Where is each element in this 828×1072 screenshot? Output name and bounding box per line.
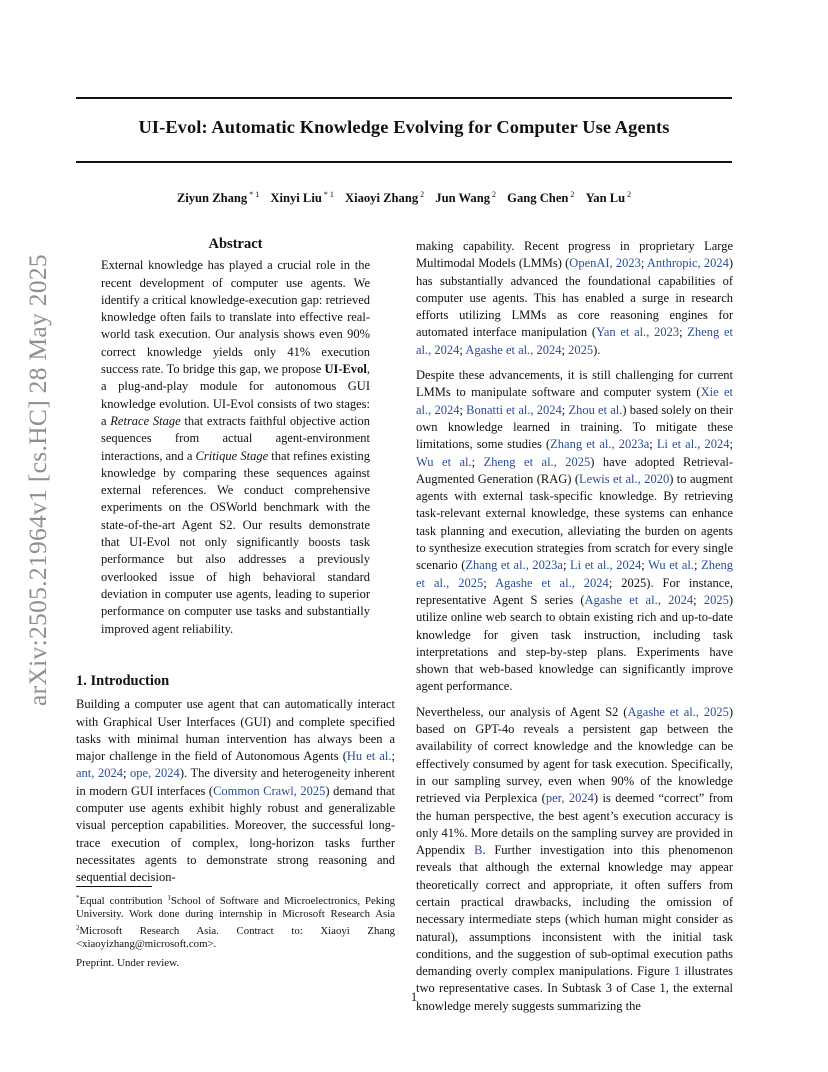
citation-link[interactable]: Common Crawl, 2025 (213, 783, 326, 798)
author: Yan Lu $^2$ (585, 190, 632, 205)
citation-link[interactable]: OpenAI, 2023 (569, 256, 641, 271)
introduction-section (76, 673, 395, 887)
section-heading: 1. Introduction (76, 673, 170, 689)
citation-link[interactable]: 2025 (568, 342, 594, 357)
author: Ziyun Zhang $^{* 1}$ (176, 190, 260, 205)
citation-link[interactable]: Zhang et al., 2023a (465, 558, 563, 573)
citation-link[interactable]: per, 2024 (545, 791, 594, 806)
preprint-notice: Preprint. Under review. (76, 957, 180, 969)
citation-link[interactable]: Yan et al., 2023 (596, 325, 680, 340)
citation-link[interactable]: Li et al., 2024 (656, 437, 730, 452)
abstract-body: External knowledge has played a crucial role in the recent development of computer use agents. We identify a critical knowledge-execution gap: retrieved knowledge often fails to translate into effective real-world task execution. Our analysis shows even 90% correct knowledge yields only 41% execution success rate. To bridge this gap, we propose UI-Evol, a plug-and-play module for autonomous GUI knowledge evolution. UI-Evol consists of two stages: a Retrace Stage that extracts faithful objective action sequences from actual agent-environment interactions, and a Critique Stage that refines existing knowledge by comparing these sequences against external references. We conduct comprehensive experiments on the OSWorld benchmark with the state-of-the-art Agent S2. Our results demonstrate that UI-Evol not only significantly boosts task performance but also addresses a previously overlooked issue of high behavioral standard deviation in computer use agents, leading to superior performance on computer use tasks and substantially improved agent reliability. (101, 258, 370, 636)
right-column (416, 238, 733, 1015)
arxiv-id: arXiv:2505.21964v1 [cs.HC] 28 May 2025 (23, 254, 52, 706)
footnote (76, 886, 395, 952)
intro-paragraph: Building a computer use agent that can automatically interact with Graphical User Interfaces (GUI) and complete specified tasks with minimal human intervention has always been a major challenge in the field of Autonomous Agents (Hu et al.; ant, 2024; ope, 2024). The diversity and heterogeneity inherent in modern GUI interfaces (Common Crawl, 2025) demand that computer use agents exhibit highly robust and generalizable visual perception capabilities. Moreover, the successful long-trace execution of complex, long-horizon tasks further necessitates agents to demonstrate strong reasoning and sequential decision- (76, 697, 395, 885)
citation-link[interactable]: Zheng et al., 2024 (416, 325, 733, 357)
author: Xinyi Liu $^{* 1}$ (270, 190, 334, 205)
citation-link[interactable]: Agashe et al., 2025 (627, 704, 729, 719)
citation-link[interactable]: Zhang et al., 2023a (550, 437, 650, 452)
footnote-text: *Equal contribution $^1$School of Software and Microelectronics, Peking University. Work done during internship in Microsoft Research Asia $^2$Microsoft Research Asia. Contract to: Xiaoyi Zhang <xiaoyizhang@microsoft.com>. (76, 894, 395, 951)
citation-link[interactable]: Agashe et al., 2024 (495, 575, 609, 590)
citation-link[interactable]: Wu et al. (648, 558, 694, 573)
figure-link[interactable]: 1 (673, 964, 681, 979)
citation-link[interactable]: Wu et al. (416, 454, 472, 469)
citation-link[interactable]: Agashe et al., 2024 (465, 342, 562, 357)
footnote-rule (76, 886, 152, 887)
citation-link[interactable]: Li et al., 2024 (570, 558, 642, 573)
title-bottom-rule (76, 161, 732, 163)
appendix-link[interactable]: B (474, 843, 483, 858)
left-column (76, 236, 395, 638)
body-paragraph: Despite these advancements, it is still challenging for current LMMs to manipulate software and computer system (Xie et al., 2024; Bonatti et al., 2024; Zhou et al.) based solely on their own knowledge learned in training. To mitigate these limitations, some studies (Zhang et al., 2023a; Li et al., 2024; Wu et al.; Zheng et al., 2025) have adopted Retrieval-Augmented Generation (RAG) (Lewis et al., 2020) to augment agents with external task-specific knowledge. By retrieving task-relevant external knowledge, these systems can enhance task planning and execution, alleviating the burden on agents to synthesize execution strategies from scratch for every single scenario (Zhang et al., 2023a; Li et al., 2024; Wu et al.; Zheng et al., 2025; Agashe et al., 2024; 2025). For instance, representative Agent S series (Agashe et al., 2024; 2025) utilize online web search to obtain existing rich and up-to-date knowledge for given task instruction, including task interpretations and step-by-step plans. Experiments have shown that web-based knowledge can significantly improve agent performance. (416, 368, 734, 694)
body-paragraph: Nevertheless, our analysis of Agent S2 (Agashe et al., 2025) based on GPT-4o reveals a persistent gap between the availability of correct knowledge and the knowledge can be effectively consumed by agent for task execution. Specifically, in our sampling survey, even when 90% of the knowledge retrieved via Perplexica (per, 2024) is deemed “correct” from the human perspective, the best agent’s execution accuracy is only 41%. More details on the sampling survey are provided in Appendix B. Further investigation into this phenomenon reveals that although the external knowledge may appear theoretically correct and appropriate, it often suffers from certain practical drawbacks, including the omission of necessary intermediate steps (which human might consider as natural), assumptions inconsistent with the initial task conditions, and the suggestion of sub-optimal execution paths demanding overly complex manipulations. Figure 1 illustrates two representative cases. In Subtask 3 of Case 1, the external knowledge merely suggests summarizing the (416, 704, 733, 1013)
citation-link[interactable]: Xie et al., 2024 (416, 385, 733, 417)
author: Gang Chen $^2$ (507, 190, 575, 205)
author: Jun Wang $^2$ (435, 190, 497, 205)
body-paragraph: making capability. Recent progress in proprietary Large Multimodal Models (LMMs) (OpenAI, 2023; Anthropic, 2024) has substantially advanced the foundational capabilities of computer use agents. This has enabled a surge in research efforts utilizing LMMs as core reasoning engines for automated interface manipulation (Yan et al., 2023; Zheng et al., 2024; Agashe et al., 2024; 2025). (416, 239, 734, 357)
citation-link[interactable]: Anthropic, 2024 (646, 256, 729, 271)
title-top-rule (76, 97, 732, 99)
citation-link[interactable]: ope, 2024 (130, 766, 180, 781)
citation-link[interactable]: Lewis et al., 2020 (579, 471, 670, 486)
page-number: 1 (410, 990, 418, 1004)
author: Xiaoyi Zhang $^2$ (344, 190, 425, 205)
arxiv-stamp (18, 254, 58, 706)
abstract-heading: Abstract (208, 236, 263, 252)
citation-link[interactable]: Zheng et al., 2025 (483, 454, 591, 469)
citation-link[interactable]: Bonatti et al., 2024 (466, 402, 562, 417)
citation-link[interactable]: Agashe et al., 2024 (584, 592, 694, 607)
citation-link[interactable]: Zhou et al. (568, 402, 623, 417)
citation-link[interactable]: ant, 2024 (76, 766, 123, 781)
paper-title: UI-Evol: Automatic Knowledge Evolving for Computer Use Agents (138, 117, 670, 137)
citation-link[interactable]: 2025 (703, 592, 729, 607)
citation-link[interactable]: Zheng et al., 2025 (416, 558, 733, 590)
author-list (76, 190, 732, 206)
citation-link[interactable]: Hu et al. (346, 749, 392, 764)
